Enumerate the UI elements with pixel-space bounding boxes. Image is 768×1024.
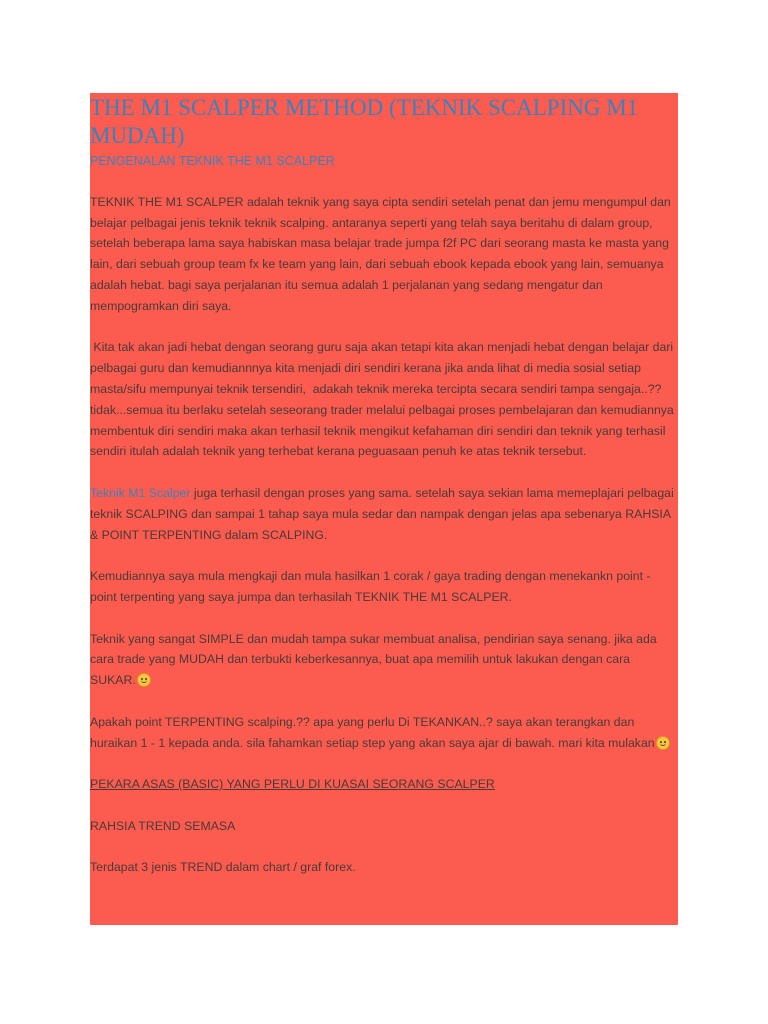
- paragraph-simple-text: Teknik yang sangat SIMPLE dan mudah tampa sukar membuat analisa, pendirian saya senang. jika ada cara trade yang MUDAH dan terbukti keberkesannya, buat apa memilih untuk lakukan dengan cara SUKAR.: [90, 631, 657, 688]
- paragraph-spacer: [90, 795, 678, 816]
- section-heading: PEKARA ASAS (BASIC) YANG PERLU DI KUASAI SEORANG SCALPER: [90, 777, 495, 792]
- paragraph-spacer: [90, 171, 678, 192]
- paragraph-study: Kemudiannya saya mula mengkaji dan mula hasilkan 1 corak / gaya trading dengan menekankn point - point terpenting yang saya jumpa dan terhasilah TEKNIK THE M1 SCALPER.: [90, 569, 651, 604]
- paragraph-points-text: Apakah point TERPENTING scalping.?? apa yang perlu Di TEKANKAN..? saya akan terangkan dan huraikan 1 - 1 kepada anda. sila fahamkan setiap step yang akan saya ajar di bawah. mari kita mulakan: [90, 714, 655, 750]
- document-title: THE M1 SCALPER METHOD (TEKNIK SCALPING M1 MUDAH): [90, 95, 639, 148]
- document-sheet: [90, 93, 678, 925]
- paragraph-intro: TEKNIK THE M1 SCALPER adalah teknik yang saya cipta sendiri setelah penat dan jemu mengumpul dan belajar pelbagai jenis teknik teknik scalping. antaranya seperti yang telah saya beritahu di dalam group, setelah beberapa lama saya habiskan masa belajar trade jumpa f2f PC dari seorang masta ke masta yang lain, dari sebuah group team fx ke team yang lain, dari sebuah ebook kepada ebook yang lain, semuanya adalah hebat. bagi saya perjalanan itu semua adalah 1 perjalanan yang sedang mengatur dan mempogramkan diri saya.: [90, 194, 671, 313]
- paragraph-simple: [90, 629, 678, 691]
- intro-heading: PENGENALAN TEKNIK THE M1 SCALPER: [90, 154, 335, 168]
- paragraph-spacer: [90, 608, 678, 629]
- smiling-face-icon: [656, 736, 670, 750]
- technique-link[interactable]: Teknik M1 Scalper: [90, 485, 191, 500]
- paragraph-points: [90, 712, 678, 754]
- paragraph-trend-types: Terdapat 3 jenis TREND dalam chart / graf forex.: [90, 860, 356, 875]
- paragraph-spacer: [90, 837, 678, 858]
- paragraph-guru: Kita tak akan jadi hebat dengan seorang guru saja akan tetapi kita akan menjadi hebat dengan belajar dari pelbagai guru dan kemudiannnya kita menjadi diri sendiri kerana jika anda lihat di media sosial setiap masta/sifu mempunyai teknik tersendiri, adakah teknik mereka tercipta secara sendiri tampa sengaja..?? tidak...semua itu berlaku setelah seseorang trader melalui pelbagai proses pembelajaran dan kemudiannya membentuk diri sendiri maka akan terhasil teknik mengikut kefahaman diri sendiri dan teknik yang terhasil sendiri itulah adalah teknik yang terhebat kerana peguasaan penuh ke atas teknik tersebut.: [90, 340, 678, 459]
- smiling-face-icon: [137, 673, 151, 687]
- paragraph-spacer: [90, 317, 678, 338]
- paragraph-spacer: [90, 753, 678, 774]
- subsection-heading: RAHSIA TREND SEMASA: [90, 818, 236, 833]
- paragraph-spacer: [90, 545, 678, 566]
- paragraph-technique-text: juga terhasil dengan proses yang sama. setelah saya sekian lama memeplajari pelbagai teknik SCALPING dan sampai 1 tahap saya mula sedar dan nampak dengan jelas apa sebenarya RAHSIA & POINT TERPENTING dalam SCALPING.: [90, 485, 674, 542]
- paragraph-spacer: [90, 691, 678, 712]
- paragraph-spacer: [90, 462, 678, 483]
- paragraph-technique: [90, 483, 678, 545]
